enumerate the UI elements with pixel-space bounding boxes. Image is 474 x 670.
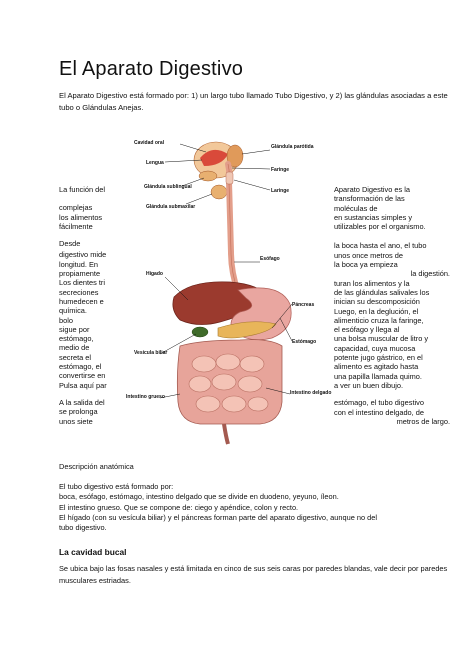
anatomy-heading: Descripción anatómica — [59, 462, 134, 471]
left-line: unos siete — [59, 416, 93, 426]
label-vesicula-biliar: Vesícula biliar — [134, 350, 168, 356]
right-line: el esófago y llega al — [334, 325, 400, 335]
anatomy-line: boca, esófago, estómago, intestino delgado que se divide en duodeno, yeyuno, íleon. — [59, 492, 339, 502]
right-line: la boca hasta el ano, el tubo — [334, 241, 427, 251]
left-line: estómago, — [59, 334, 94, 344]
label-lengua: Lengua — [146, 160, 164, 166]
right-line: en sustancias simples y — [334, 212, 413, 222]
intestine-loop — [238, 376, 262, 392]
right-line: potente jugo gástrico, en el — [334, 353, 423, 363]
right-line: una bolsa muscular de litro y — [334, 334, 429, 344]
left-line: Los dientes tri — [59, 278, 106, 288]
label-glandula-sublingual: Glándula sublingual — [144, 184, 192, 190]
right-line: Luego, en la deglución, el — [334, 306, 419, 316]
right-line: metros de largo. — [396, 416, 450, 426]
left-line: Pulsa aquí par — [59, 380, 107, 390]
right-line: capacidad, cuya mucosa — [334, 343, 416, 353]
intestine-loop — [216, 354, 240, 370]
anatomy-line: El intestino grueso. Que se compone de: ciego y apéndice, colon y recto. — [59, 502, 299, 512]
intestine-loop — [222, 396, 246, 412]
right-line: con el intestino delgado, de — [334, 407, 424, 417]
label-glandula-submaxilar: Glándula submaxilar — [146, 204, 196, 210]
left-line: propiamente — [59, 269, 101, 279]
intro-paragraph: El Aparato Digestivo está formado por: 1) un largo tubo llamado Tubo Digestivo, y 2) las glándulas asociadas a este tubo o Glándulas Anejas. — [59, 91, 448, 112]
left-line: medio de — [59, 343, 90, 353]
intestine-loop — [192, 356, 216, 372]
sublingual-gland-shape — [199, 171, 217, 181]
intestine-loop — [189, 376, 211, 392]
left-line: digestivo mide — [59, 250, 107, 260]
left-line: convertirse en — [59, 371, 106, 381]
right-line: transformación de las — [334, 194, 405, 204]
gallbladder-shape — [192, 327, 208, 337]
left-line: estómago, el — [59, 362, 102, 372]
right-line: la boca ya empieza — [334, 260, 398, 270]
left-line: sigue por — [59, 324, 90, 334]
right-line: una papilla llamada quimo. — [334, 371, 422, 381]
submaxillary-gland-shape — [211, 185, 227, 199]
small-intestine-loops — [189, 354, 268, 412]
left-line: los alimentos — [59, 212, 103, 222]
right-line: moléculas de — [334, 203, 378, 213]
intestine-loop — [240, 356, 264, 372]
right-text-column — [334, 0, 450, 426]
larynx-shape — [226, 172, 233, 184]
label-higado: Hígado — [146, 271, 163, 277]
anatomy-line: El tubo digestivo está formado por: — [59, 482, 174, 491]
anatomy-line: El hígado (con su vesícula biliar) y el páncreas forman parte del aparato digestivo, aunque no del — [59, 512, 377, 522]
left-line: secreta el — [59, 352, 92, 362]
right-line: utilizables por el organismo. — [334, 222, 426, 232]
left-line: bolo — [59, 315, 73, 325]
digestive-system-illustration — [120, 132, 332, 447]
label-intestino-grueso: Intestino grueso — [126, 394, 165, 400]
left-line: secreciones — [59, 287, 99, 297]
right-line: alimenticio cruza la faringe, — [334, 315, 424, 325]
right-line: alimento es agitado hasta — [334, 362, 419, 372]
section-paragraph: Se ubica bajo las fosas nasales y está limitada en cinco de sus seis caras por paredes blandas, vale decir por paredes musculares estriadas. — [59, 564, 448, 585]
label-glandula-parotida: Glándula parótida — [271, 144, 314, 150]
left-line: fácilmente — [59, 221, 93, 231]
left-line: se prolonga — [59, 407, 98, 417]
left-line: A la salida del — [59, 397, 105, 407]
right-line: estómago, el tubo digestivo — [334, 398, 424, 408]
intestine-loop — [212, 374, 236, 390]
left-line: Desde — [59, 239, 81, 249]
intestine-loop — [248, 397, 268, 411]
label-faringe: Faringe — [271, 167, 290, 173]
right-line: de las glándulas salivales los — [334, 287, 430, 297]
left-text-column — [59, 0, 119, 426]
left-line: La función del — [59, 185, 106, 194]
left-line: química. — [59, 306, 87, 316]
right-line: la digestión. — [410, 269, 450, 279]
right-line: inician su descomposición — [334, 297, 420, 307]
left-line: complejas — [59, 203, 93, 213]
left-line: longitud. En — [59, 259, 99, 269]
intestine-loop — [196, 396, 220, 412]
label-estomago: Estómago — [292, 339, 317, 345]
label-esofago: Esófago — [260, 256, 280, 262]
section-heading: La cavidad bucal — [59, 547, 127, 557]
left-line: humedecen e — [59, 296, 104, 306]
label-pancreas: Páncreas — [292, 302, 315, 308]
label-cavidad-oral: Cavidad oral — [134, 140, 165, 146]
digestive-system-figure — [120, 132, 332, 447]
right-line: unos once metros de — [334, 250, 404, 260]
right-line: Aparato Digestivo es la — [334, 185, 410, 194]
label-intestino-delgado: Intestino delgado — [290, 390, 332, 396]
page-title: El Aparato Digestivo — [59, 58, 244, 80]
label-laringe: Laringe — [271, 188, 290, 194]
anatomy-description — [59, 482, 449, 533]
right-line: a ver un buen dibujo. — [334, 380, 404, 390]
right-line: turan los alimentos y la — [334, 278, 410, 288]
anatomy-line: tubo digestivo. — [59, 523, 107, 533]
